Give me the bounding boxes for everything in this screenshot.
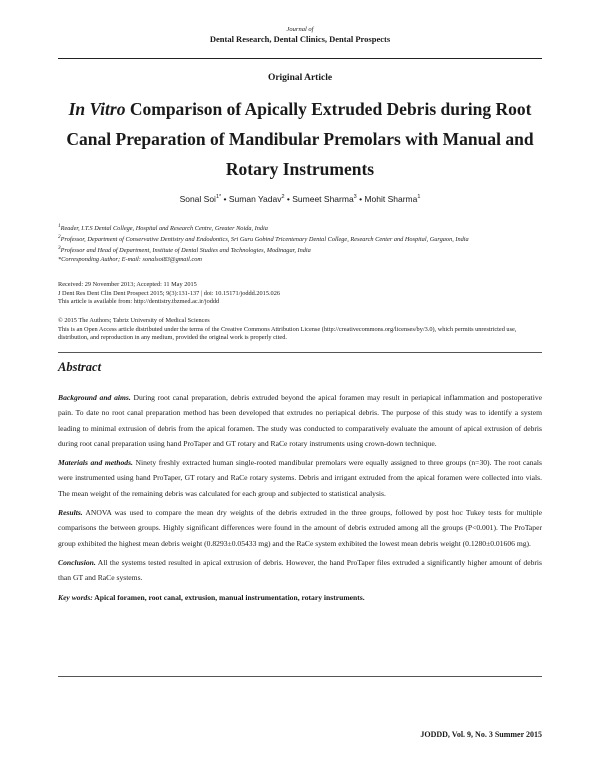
title-italic: In Vitro <box>68 99 126 119</box>
article-meta <box>58 281 542 307</box>
abstract-methods: Materials and methods. Ninety freshly extracted human single-rooted mandibular premolars were equally assigned to three groups (n=30). The root canals were instrumented using hand ProTaper, GT rotary and RaCe rotary systems. Debris and irrigant extruded from the apical foramen were collected into vials. The mean weight of the remaining debris was calculated for each group and subjected to statistical analysis. <box>58 458 542 498</box>
affiliation-item: $^1$Reader, I.T.S Dental College, Hospital and Research Centre, Greater Noida, India <box>58 223 268 233</box>
author-list <box>0 194 600 204</box>
author-name: Suman Yadav <box>228 194 282 204</box>
abstract-results: Results. ANOVA was used to compare the mean dry weights of the debris extruded in the three groups, followed by post hoc Tukey tests for multiple comparisons the between groups. Highly significant differences were found in the amount of debris extruded among all the groups (P<0.001). The ProTaper group exhibited the highest mean debris weight (0.8293±0.05433 mg) and the RaCe system exhibited the lowest mean debris weight (0.1280±0.01606 mg). <box>58 508 542 548</box>
abstract-heading: Abstract <box>58 360 102 374</box>
author-sup: 1 <box>417 194 421 201</box>
abstract-body <box>58 390 542 609</box>
author-name: Sumeet Sharma <box>292 194 354 204</box>
copyright-block <box>58 317 542 343</box>
author-separator: • <box>284 194 293 204</box>
affiliation-item: $^2$Professor, Department of Conservative Dentistry and Endodontics, Sri Guru Gobind Tricentenary Dental College, Research Center and Hospital, Gurgaon, India <box>58 234 469 244</box>
license-text: This is an Open Access article distributed under the terms of the Creative Commons Attribution License (http://creativecommons.org/licenses/by/3.0), which permits unrestricted use, distribution, and reproduction in any medium, provided the original work is properly cited. <box>58 325 517 342</box>
corresponding-author: *Corresponding Author; E-mail: sonalsoi83@gmail.com <box>58 256 202 264</box>
page-footer: JODDD, Vol. 9, No. 3 Summer 2015 <box>420 730 542 739</box>
abstract-conclusion: Conclusion. All the systems tested resulted in apical extrusion of debris. However, the hand ProTaper files extruded a significantly higher amount of debris than GT and RaCe systems. <box>58 557 542 583</box>
header-divider <box>58 58 542 59</box>
author-name: Sonal Soi <box>179 194 216 204</box>
abstract-divider <box>58 352 542 353</box>
title-rest: Comparison of Apically Extruded Debris during Root Canal Preparation of Mandibular Premolars with Manual and Rotary Instruments <box>66 99 534 179</box>
abstract-background: Background and aims. During root canal preparation, debris extruded beyond the apical foramen may result in periapical inflammation and postoperative pain. To date no root canal preparation method has been developed that extrudes no periapical debris. The purpose of this study was to identify a system leading to minimal extrusion of debris from the apical foramen. The study was conducted to comparatively evaluate the amount of apical extrusion of debris during root canal preparation using hand ProTaper and GT rotary and RaCe rotary instruments using crown-down technique. <box>58 393 542 448</box>
author-name: Mohit Sharma <box>364 194 418 204</box>
keywords: Key words: Apical foramen, root canal, extrusion, manual instrumentation, rotary instruments. <box>58 592 365 602</box>
availability: This article is available from: http://dentistry.tbzmed.ac.ir/joddd <box>58 298 220 305</box>
journal-header <box>0 26 600 45</box>
author-separator: • <box>221 194 229 204</box>
footer-divider <box>58 676 542 677</box>
author-separator: • <box>356 194 365 204</box>
affiliations <box>58 222 542 264</box>
journal-name: Dental Research, Dental Clinics, Dental Prospects <box>209 34 391 44</box>
journal-of-label: Journal of <box>286 26 314 33</box>
affiliation-item: $^3$Professor and Head of Department, Institute of Dental Studies and Technologies, Modinagar, India <box>58 245 311 255</box>
author-sup: 1* <box>215 194 222 201</box>
citation: J Dent Res Dent Clin Dent Prospect 2015; 9(3):131-137 | doi: 10.15171/joddd.2015.026 <box>58 289 280 297</box>
article-title <box>58 94 542 184</box>
article-type: Original Article <box>267 73 333 83</box>
received-date: Received: 29 November 2013; Accepted: 11 May 2015 <box>58 281 197 288</box>
author-sup: 2 <box>281 194 285 201</box>
author-sup: 3 <box>353 194 357 201</box>
copyright-line: © 2015 The Authors; Tabriz University of Medical Sciences <box>58 317 210 324</box>
